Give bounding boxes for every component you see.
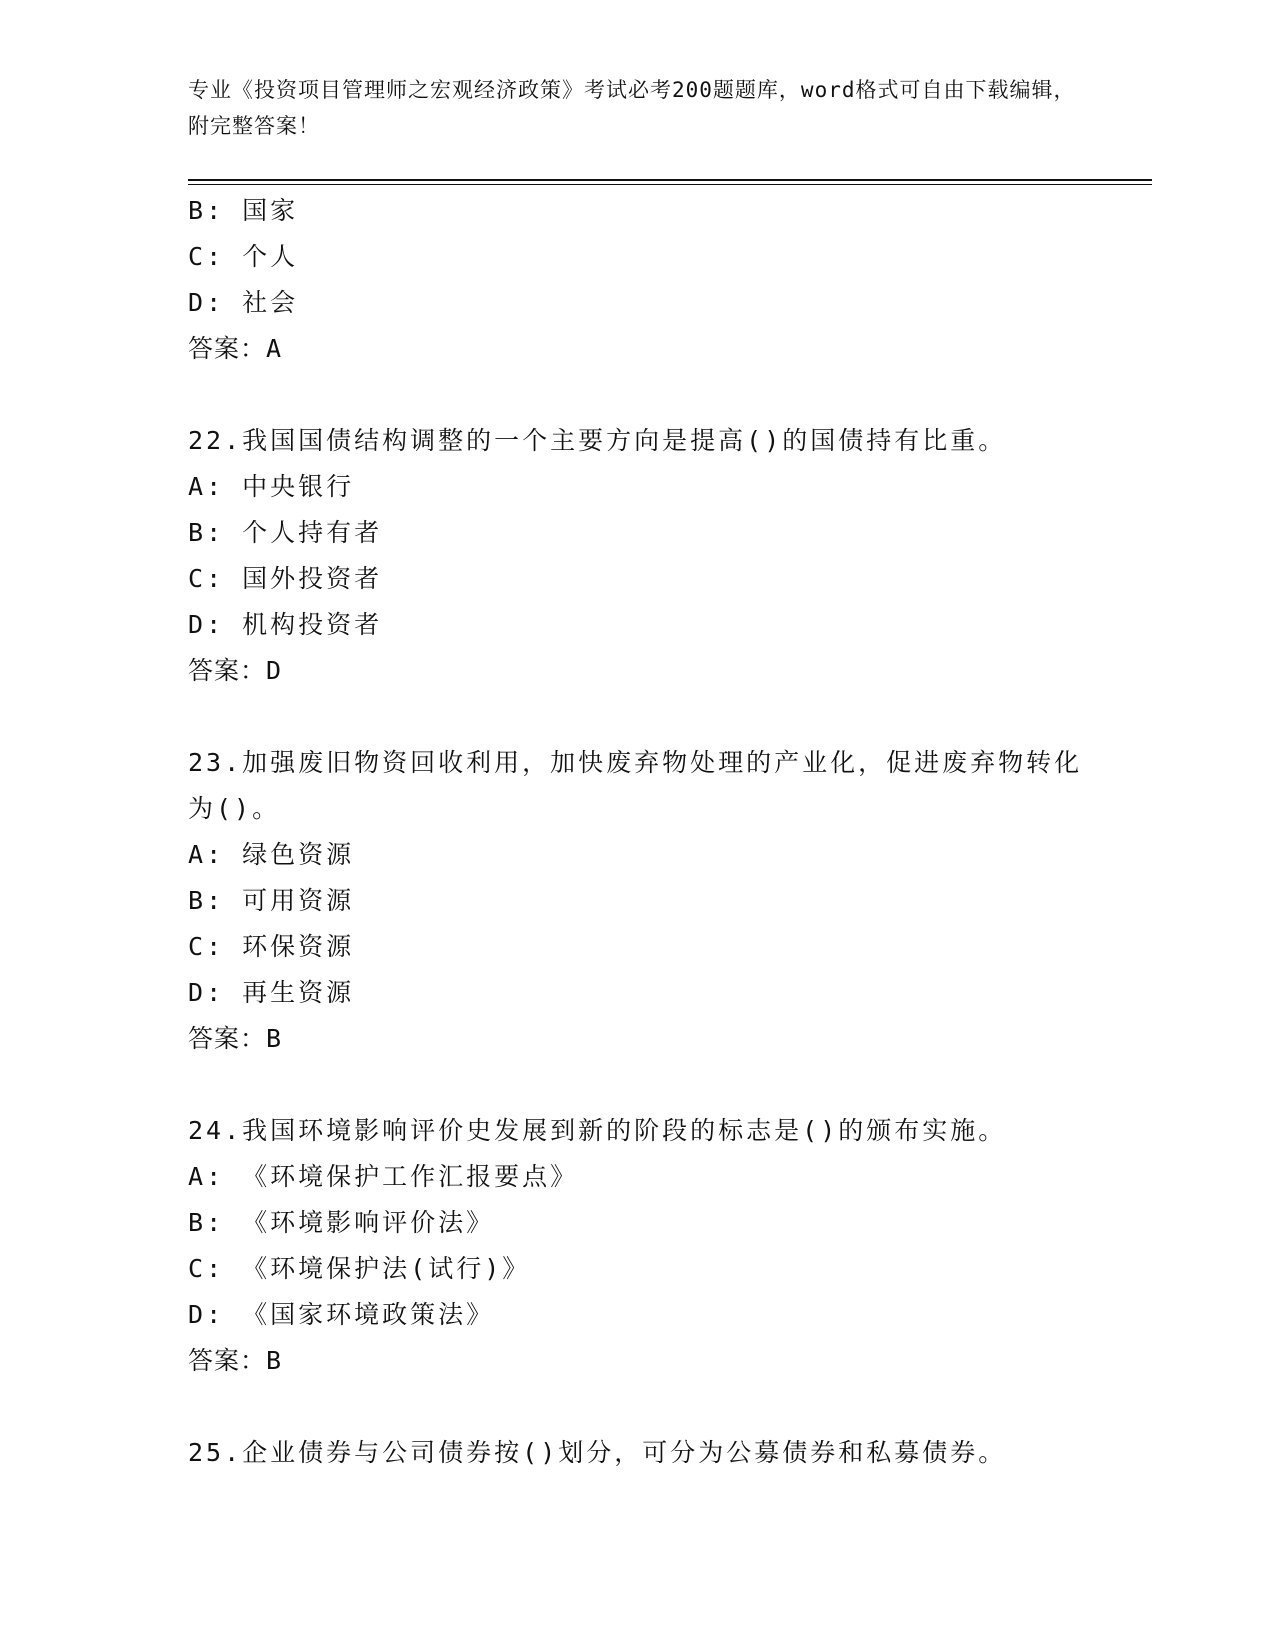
answer-label: 答案： [188,656,267,685]
option: C: 环保资源 [188,932,355,961]
option: C: 国外投资者 [188,564,383,593]
option-text: 国外投资者 [242,564,383,593]
option-text: 社会 [242,288,299,317]
answer-value: B [266,1346,283,1375]
option: C: 个人 [188,242,299,271]
question-stem: 加强废旧物资回收利用，加快废弃物处理的产业化，促进废弃物转化为()。 [188,748,1083,823]
question-text [188,1430,1088,1476]
option-label: A [188,840,207,869]
answer-label: 答案： [188,334,267,363]
question-number: 22. [188,426,243,455]
option: D: 再生资源 [188,978,355,1007]
option-text: 《国家环境政策法》 [242,1300,495,1329]
option-label: D [188,288,207,317]
option: D: 《国家环境政策法》 [188,1300,495,1329]
answer-label: 答案： [188,1024,267,1053]
option-text: 可用资源 [242,886,355,915]
question-text [188,1108,1088,1154]
option-label: D [188,610,207,639]
answer-line [188,1338,1088,1384]
option-text: 《环境保护法(试行)》 [242,1254,531,1283]
question-stem: 企业债券与公司债券按()划分，可分为公募债券和私募债券。 [242,1438,1007,1467]
question-number: 25. [188,1438,243,1467]
option-label: C [188,242,207,271]
option-text: 绿色资源 [242,840,355,869]
answer-line [188,648,1088,694]
answer-value: D [266,656,283,685]
option: A: 《环境保护工作汇报要点》 [188,1162,579,1191]
question-number: 24. [188,1116,243,1145]
question-text [188,740,1088,832]
question-stem: 我国环境影响评价史发展到新的阶段的标志是()的颁布实施。 [242,1116,1007,1145]
option: D: 机构投资者 [188,610,383,639]
option-label: B [188,1208,207,1237]
option: B: 可用资源 [188,886,355,915]
option-text: 《环境保护工作汇报要点》 [242,1162,579,1191]
option-text: 个人持有者 [242,518,383,547]
option-label: A [188,472,207,501]
option-label: B [188,196,207,225]
option: A: 中央银行 [188,472,355,501]
option-text: 国家 [242,196,299,225]
option-text: 环保资源 [242,932,355,961]
option-label: A [188,1162,207,1191]
option: B: 个人持有者 [188,518,383,547]
option: A: 绿色资源 [188,840,355,869]
option: C: 《环境保护法(试行)》 [188,1254,531,1283]
question-item [188,418,1088,694]
partial-question [188,188,1088,372]
option-text: 中央银行 [242,472,355,501]
option-label: D [188,978,207,1007]
option-label: D [188,1300,207,1329]
answer-value: B [266,1024,283,1053]
option-label: C [188,1254,207,1283]
question-text [188,418,1088,464]
answer-line [188,326,1088,372]
option-label: C [188,564,207,593]
option-label: B [188,886,207,915]
answer-line [188,1016,1088,1062]
option-text: 机构投资者 [242,610,383,639]
option-label: C [188,932,207,961]
question-item [188,1430,1088,1476]
question-list [188,188,1088,1476]
option: D: 社会 [188,288,299,317]
document-header [188,72,1088,144]
header-rule-thin [188,184,1152,185]
option-text: 《环境影响评价法》 [242,1208,495,1237]
question-item [188,1108,1088,1384]
question-stem: 我国国债结构调整的一个主要方向是提高()的国债持有比重。 [242,426,1007,455]
option-label: B [188,518,207,547]
answer-value: A [266,334,283,363]
answer-label: 答案： [188,1346,267,1375]
option-text: 个人 [242,242,299,271]
question-item [188,740,1088,1062]
option-text: 再生资源 [242,978,355,1007]
header-text: 专业《投资项目管理师之宏观经济政策》考试必考200题题库，word格式可自由下载编辑，附完整答案！ [188,78,1076,138]
option: B: 《环境影响评价法》 [188,1208,495,1237]
header-rule-thick [188,179,1152,181]
option: B: 国家 [188,196,299,225]
question-number: 23. [188,748,243,777]
